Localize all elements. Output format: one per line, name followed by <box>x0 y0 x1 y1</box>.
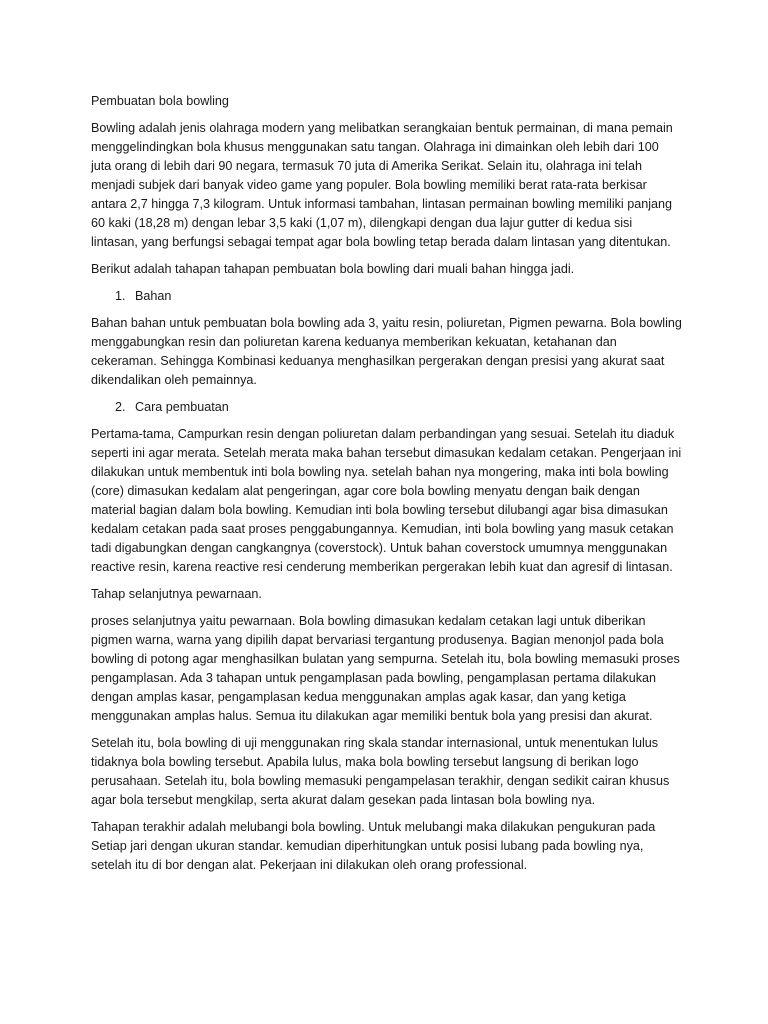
testing-paragraph: Setelah itu, bola bowling di uji menggunakan ring skala standar internasional, untuk menentukan lulus tidaknya bola bowling tersebut. Apabila lulus, maka bola bowling tersebut langsung di berikan logo perusahaan. Setelah itu, bola bowling memasuki pengampelasan terakhir, dengan sedikit cairan khusus agar bola tersebut mengkilap, serta akurat dalam gesekan pada lintasan bola bowling nya. <box>91 736 670 807</box>
coloring-heading: Tahap selanjutnya pewarnaan. <box>91 587 262 601</box>
coloring-paragraph: proses selanjutnya yaitu pewarnaan. Bola bowling dimasukan kedalam cetakan lagi untuk diberikan pigmen warna, warna yang dipilih dapat bervariasi tergantung produsenya. Bagian menonjol pada bola bowling di potong agar menghasilkan bulatan yang sempurna. Setelah itu, bola bowling memasuki proses pengamplasan. Ada 3 tahapan untuk pengamplasan pada bowling, pengamplasan pertama dilakukan dengan amplas kasar, pengamplasan kedua menggunakan amplas agak kasar, dan yang ketiga menggunakan amplas halus. Semua itu dilakukan agar memiliki bentuk bola yang presisi dan akurat. <box>91 614 680 723</box>
document-title: Pembuatan bola bowling <box>91 94 229 108</box>
intro-paragraph: Bowling adalah jenis olahraga modern yang melibatkan serangkaian bentuk permainan, di mana pemain menggelindingkan bola khusus menggunakan satu tangan. Olahraga ini dimainkan oleh lebih dari 100 juta orang di lebih dari 90 negara, termasuk 70 juta di Amerika Serikat. Selain itu, olahraga ini telah menjadi subjek dari banyak video game yang populer. Bola bowling memiliki berat rata-rata berkisar antara 2,7 hingga 7,3 kilogram. Untuk informasi tambahan, lintasan permainan bowling memiliki panjang 60 kaki (18,28 m) dengan lebar 3,5 kaki (1,07 m), dilengkapi dengan dua lajur gutter di kedua sisi lintasan, yang berfungsi sebagai tempat agar bola bowling tetap berada dalam lintasan yang ditentukan. <box>91 121 673 249</box>
final-paragraph: Tahapan terakhir adalah melubangi bola bowling. Untuk melubangi maka dilakukan pengukuran pada Setiap jari dengan ukuran standar. kemudian diperhitungkan untuk posisi lubang pada bowling nya, setelah itu di bor dengan alat. Pekerjaan ini dilakukan oleh orang professional. <box>91 820 656 872</box>
list-heading: Cara pembuatan <box>135 400 229 414</box>
list-number: 1. <box>115 289 126 303</box>
list-number: 2. <box>115 400 126 414</box>
cara-pembuatan-paragraph: Pertama-tama, Campurkan resin dengan poliuretan dalam perbandingan yang sesuai. Setelah itu diaduk seperti ini agar merata. Setelah merata maka bahan tersebut dimasukan kedalam cetakan. Pengerjaan ini dilakukan untuk membentuk inti bola bowling nya. setelah bahan nya mongering, maka inti bola bowling (core) dimasukan kedalam alat pengeringan, agar core bola bowling menyatu dengan baik dengan material bagian dalam bola bowling. Kemudian inti bola bowling tersebut dilubangi agar bisa dimasukan kedalam cetakan pada saat proses penggabungannya. Kemudian, inti bola bowling yang masuk cetakan tadi digabungkan dengan cangkangnya (coverstock). Untuk bahan coverstock umumnya menggunakan reactive resin, karena reactive resi cenderung memberikan pergerakan lebih kuat dan agresif di lintasan. <box>91 427 682 574</box>
bahan-paragraph: Bahan bahan untuk pembuatan bola bowling ada 3, yaitu resin, poliuretan, Pigmen pewarna. Bola bowling menggabungkan resin dan poliuretan karena keduanya memberikan kekuatan, ketahanan dan cekeraman. Sehingga Kombinasi keduanya menghasilkan pergerakan dengan presisi yang akurat saat dikendalikan oleh pemainnya. <box>91 316 682 387</box>
stages-intro-paragraph: Berikut adalah tahapan tahapan pembuatan bola bowling dari muali bahan hingga jadi. <box>91 262 575 276</box>
list-item-cara-pembuatan <box>91 398 682 417</box>
list-heading: Bahan <box>135 289 172 303</box>
list-item-bahan <box>91 287 682 306</box>
